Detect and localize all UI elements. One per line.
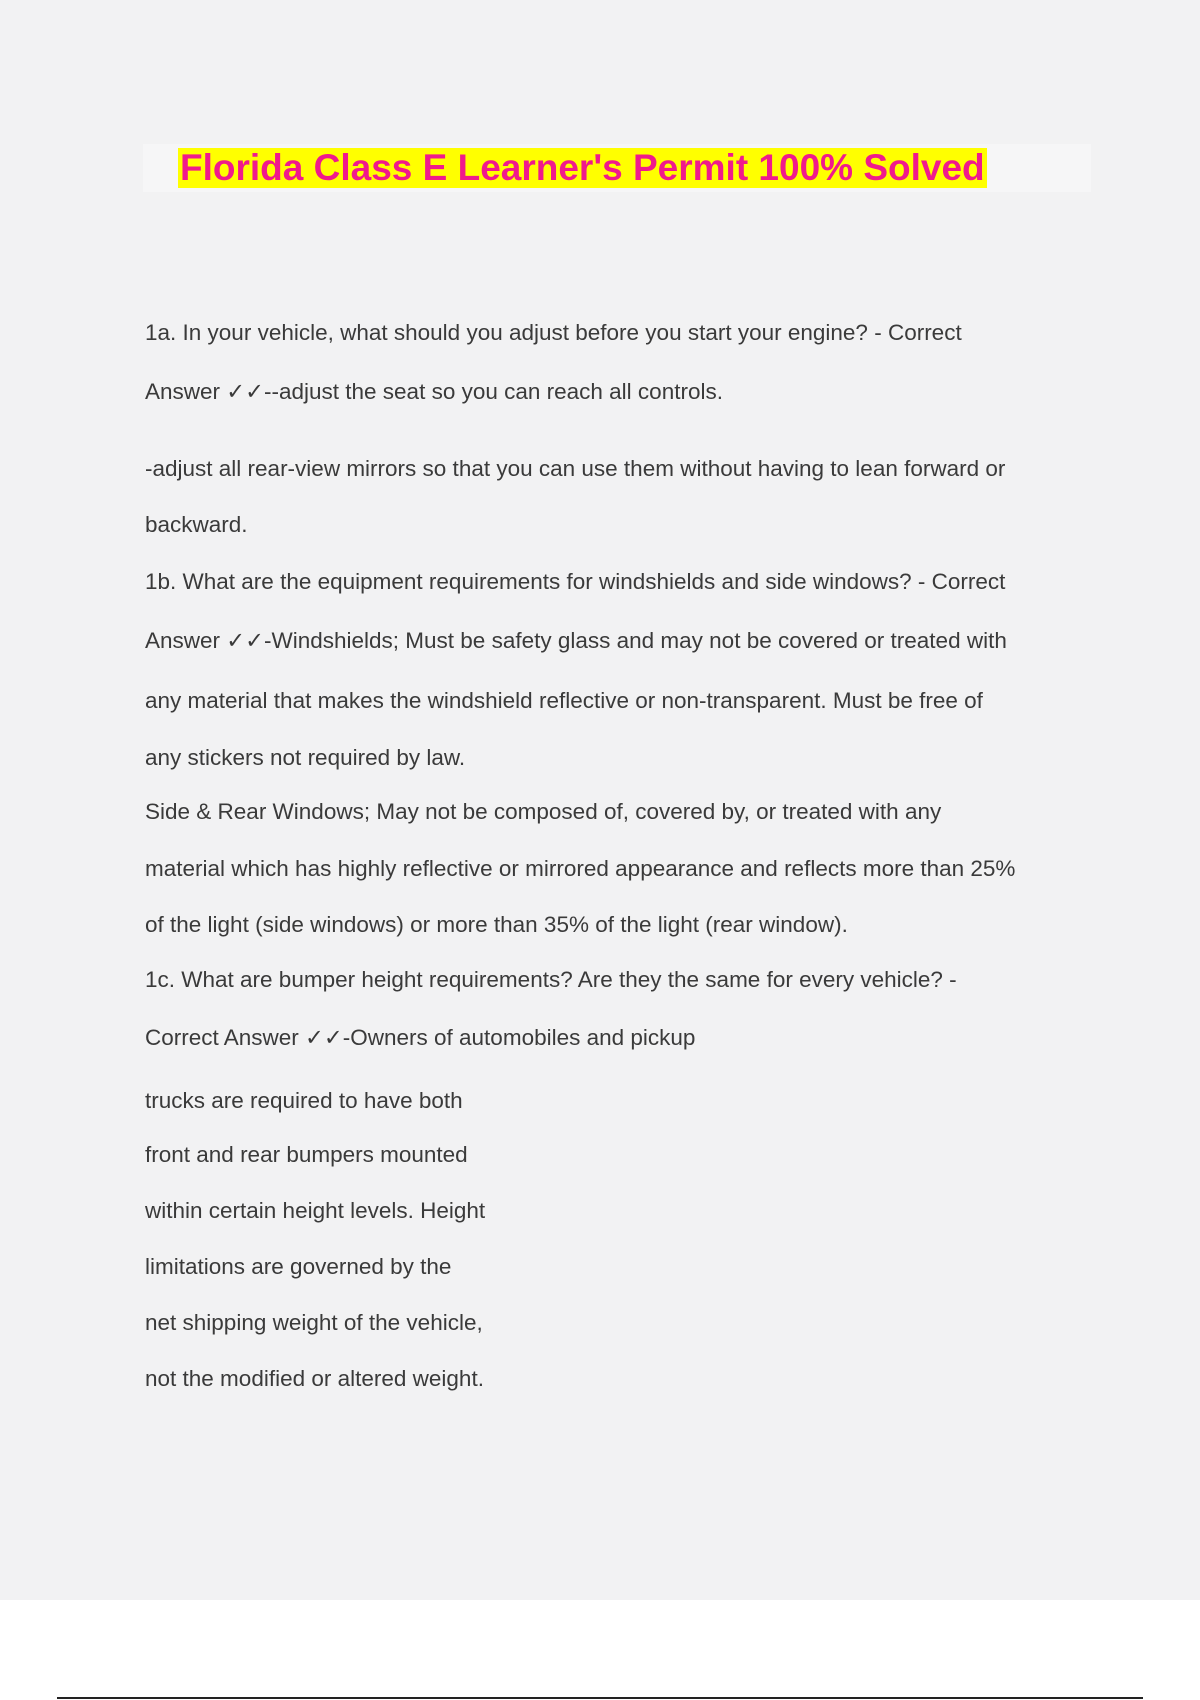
text-line-q1c-answer: Correct Answer ✓✓-Owners of automobiles and pickup: [145, 1025, 696, 1050]
text-line-q1a-answer: Answer ✓✓--adjust the seat so you can reach all controls.: [145, 379, 723, 404]
document-title: Florida Class E Learner's Permit 100% Solved: [180, 147, 985, 188]
footer-divider: [57, 1697, 1143, 1699]
text-line-q1c-answer-cont-1: trucks are required to have both: [145, 1088, 463, 1113]
text-line-q1b-side-rear: Side & Rear Windows; May not be composed of, covered by, or treated with any: [145, 799, 942, 824]
text-line-q1b-answer-cont-1: any material that makes the windshield reflective or non-transparent. Must be free of: [145, 688, 983, 713]
text-line-q1c-answer-cont-5: net shipping weight of the vehicle,: [145, 1310, 483, 1335]
text-line-q1b-answer: Answer ✓✓-Windshields; Must be safety glass and may not be covered or treated with: [145, 628, 1007, 653]
text-line-q1b-answer-cont-2: any stickers not required by law.: [145, 745, 466, 770]
text-line-q1a-question: 1a. In your vehicle, what should you adjust before you start your engine? - Correct: [145, 320, 962, 345]
text-line-q1a-answer-end: backward.: [145, 512, 248, 537]
text-line-q1c-answer-cont-2: front and rear bumpers mounted: [145, 1142, 468, 1167]
text-line-q1b-side-rear-cont-1: material which has highly reflective or mirrored appearance and reflects more than 25%: [145, 856, 1016, 881]
text-line-q1c-answer-cont-4: limitations are governed by the: [145, 1254, 452, 1279]
text-line-q1c-answer-cont-3: within certain height levels. Height: [145, 1198, 486, 1223]
text-line-q1c-question: 1c. What are bumper height requirements? Are they the same for every vehicle? -: [145, 967, 957, 992]
text-line-q1c-answer-cont-6: not the modified or altered weight.: [145, 1366, 484, 1391]
text-line-q1a-answer-cont: -adjust all rear-view mirrors so that you can use them without having to lean forward or: [145, 456, 1006, 481]
text-line-q1b-question: 1b. What are the equipment requirements for windshields and side windows? - Correct: [145, 569, 1006, 594]
text-line-q1b-side-rear-cont-2: of the light (side windows) or more than 35% of the light (rear window).: [145, 912, 848, 937]
